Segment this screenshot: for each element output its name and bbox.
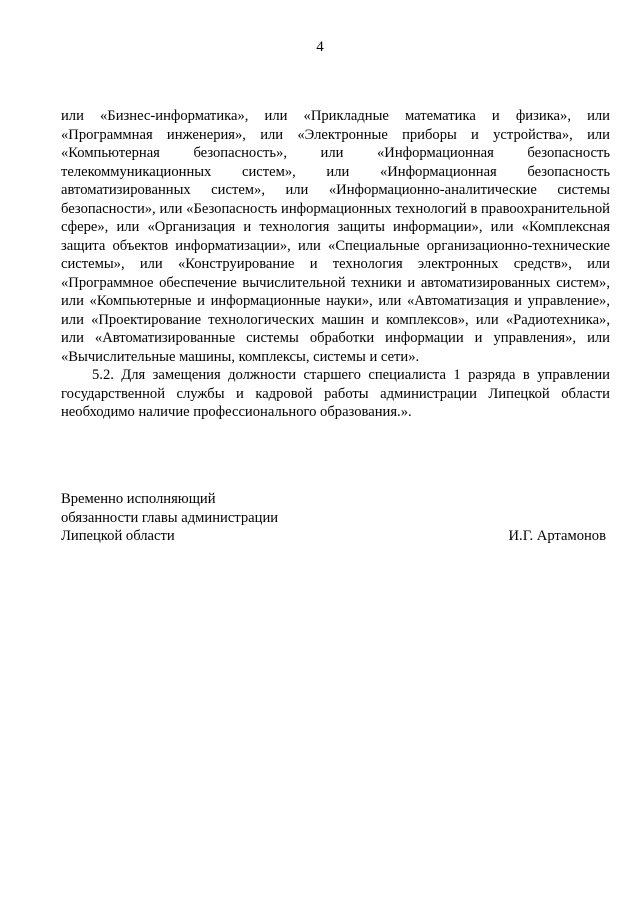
paragraph-continuation: или «Бизнес-информатика», или «Прикладные математика и физика», или «Программная инженерия», или «Электронные приборы и устройства», или «Компьютерная безопасность», или «Информационная безопасность телекоммуникационных систем», или «Информационная безопасность автоматизированных систем», или «Информационно-аналитические системы безопасности», или «Безопасность информационных технологий в правоохранительной сфере», или «Организация и технология защиты информации», или «Комплексная защита объектов информатизации», или «Специальные организационно-технические системы», или «Конструирование и технология электронных средств», или «Программное обеспечение вычислительной техники и автоматизированных систем», или «Компьютерные и информационные науки», или «Автоматизация и управление», или «Проектирование технологических машин и комплексов», или «Радиотехника», или «Автоматизированные системы обработки информации и управления», или «Вычислительные машины, комплексы, системы и сети».: [61, 108, 610, 365]
page-number: 4: [316, 39, 324, 55]
signatory-title-line-3: Липецкой области: [61, 528, 175, 544]
signatory-name: И.Г. Артамонов: [508, 528, 606, 544]
paragraph-5-2: 5.2. Для замещения должности старшего специалиста 1 разряда в управлении государственной службы и кадровой работы администрации Липецкой области необходимо наличие профессионального образования.».: [61, 367, 610, 420]
signatory-title-line-1: Временно исполняющий: [61, 491, 216, 507]
signature-block: [61, 490, 606, 546]
document-body: [61, 107, 610, 422]
signatory-title-line-2: обязанности главы администрации: [61, 509, 279, 526]
